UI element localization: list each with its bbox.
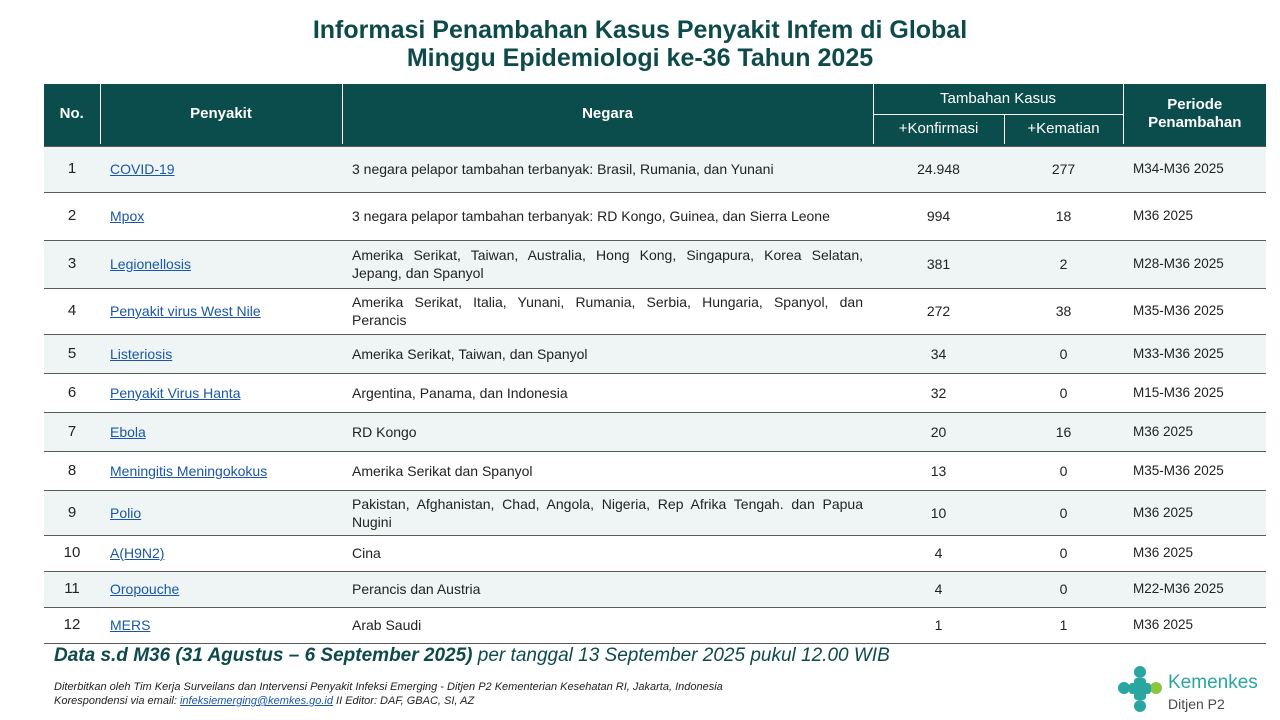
- footer-editor: II Editor: DAF, GBAC, SI, AZ: [332, 695, 475, 707]
- row-penyakit: [100, 240, 342, 288]
- header-negara: Negara: [342, 84, 873, 144]
- row-periode: M34-M36 2025: [1123, 146, 1266, 192]
- disease-link[interactable]: Penyakit Virus Hanta: [110, 384, 241, 401]
- row-konfirmasi: 32: [873, 373, 1004, 412]
- header-kematian: +Kematian: [1004, 114, 1123, 144]
- header-periode: [1123, 84, 1266, 144]
- disease-link[interactable]: Ebola: [110, 423, 146, 440]
- row-konfirmasi: 1: [873, 607, 1004, 643]
- row-periode: M36 2025: [1123, 192, 1266, 240]
- row-konfirmasi: 4: [873, 571, 1004, 607]
- row-negara: 3 negara pelapor tambahan terbanyak: Brasil, Rumania, dan Yunani: [342, 146, 873, 192]
- row-periode: M36 2025: [1123, 607, 1266, 643]
- table-row: [44, 571, 1266, 607]
- row-kematian: 16: [1004, 412, 1123, 451]
- row-negara: Argentina, Panama, dan Indonesia: [342, 373, 873, 412]
- kemenkes-logo-icon: [1116, 664, 1164, 714]
- footer-publisher: Diterbitkan oleh Tim Kerja Surveilans dan Intervensi Penyakit Infeksi Emerging - Ditjen P2 Kementerian Kesehatan RI, Jakarta, Indonesia: [54, 681, 723, 693]
- table-row: [44, 192, 1266, 240]
- row-no: 12: [44, 607, 100, 643]
- footer: [54, 680, 723, 708]
- row-periode: M33-M36 2025: [1123, 334, 1266, 373]
- row-periode: M36 2025: [1123, 490, 1266, 535]
- row-penyakit: [100, 334, 342, 373]
- row-negara: Arab Saudi: [342, 607, 873, 643]
- header-periode-line-1: Periode: [1167, 96, 1223, 113]
- table-row: [44, 451, 1266, 490]
- table-body: [44, 146, 1266, 643]
- row-konfirmasi: 20: [873, 412, 1004, 451]
- row-no: 7: [44, 412, 100, 451]
- header-konfirmasi: +Konfirmasi: [873, 114, 1004, 144]
- disease-table: [44, 84, 1266, 644]
- row-konfirmasi: 34: [873, 334, 1004, 373]
- disease-link[interactable]: Penyakit virus West Nile: [110, 303, 261, 319]
- row-kematian: 0: [1004, 334, 1123, 373]
- row-no: 11: [44, 571, 100, 607]
- row-kematian: 2: [1004, 240, 1123, 288]
- row-kematian: 0: [1004, 571, 1123, 607]
- row-konfirmasi: 381: [873, 240, 1004, 288]
- header-penyakit: Penyakit: [100, 84, 342, 144]
- disease-link[interactable]: Polio: [110, 504, 142, 521]
- header-periode-line-2: Penambahan: [1148, 114, 1242, 131]
- table-row: [44, 412, 1266, 451]
- row-kematian: 277: [1004, 146, 1123, 192]
- row-periode: M35-M36 2025: [1123, 288, 1266, 334]
- row-penyakit: [100, 490, 342, 535]
- disease-link[interactable]: Listeriosis: [110, 345, 173, 362]
- row-konfirmasi: 994: [873, 192, 1004, 240]
- table-row: [44, 373, 1266, 412]
- row-penyakit: [100, 146, 342, 192]
- title-line-2: Minggu Epidemiologi ke-36 Tahun 2025: [406, 44, 874, 72]
- table-row: [44, 146, 1266, 192]
- disease-link[interactable]: Oropouche: [110, 581, 180, 597]
- row-negara: 3 negara pelapor tambahan terbanyak: RD Kongo, Guinea, dan Sierra Leone: [342, 192, 873, 240]
- row-negara: Cina: [342, 535, 873, 571]
- row-negara: Amerika Serikat, Taiwan, dan Spanyol: [342, 334, 873, 373]
- row-periode: M36 2025: [1123, 412, 1266, 451]
- table-row: [44, 288, 1266, 334]
- row-penyakit: [100, 535, 342, 571]
- disease-link[interactable]: MERS: [110, 617, 151, 633]
- table-row: [44, 240, 1266, 288]
- disease-link[interactable]: COVID-19: [110, 161, 175, 177]
- data-period-rest: per tanggal 13 September 2025 pukul 12.00 WIB: [472, 645, 890, 666]
- row-penyakit: [100, 288, 342, 334]
- footer-correspondence: [54, 694, 723, 708]
- table-row: [44, 607, 1266, 643]
- logo-subtitle: Ditjen P2: [1168, 696, 1225, 712]
- row-periode: M28-M36 2025: [1123, 240, 1266, 288]
- row-negara: Amerika Serikat dan Spanyol: [342, 451, 873, 490]
- row-no: 2: [44, 192, 100, 240]
- title-line-1: Informasi Penambahan Kasus Penyakit Infem di Global: [312, 16, 968, 44]
- disease-link[interactable]: Legionellosis: [110, 256, 191, 272]
- row-konfirmasi: 272: [873, 288, 1004, 334]
- row-kematian: 0: [1004, 535, 1123, 571]
- row-kematian: 0: [1004, 373, 1123, 412]
- data-period-note: [54, 645, 890, 667]
- disease-link[interactable]: Mpox: [110, 208, 145, 224]
- row-konfirmasi: 13: [873, 451, 1004, 490]
- row-penyakit: [100, 451, 342, 490]
- row-no: 6: [44, 373, 100, 412]
- row-penyakit: [100, 571, 342, 607]
- logo-name: Kemenkes: [1168, 672, 1258, 693]
- row-no: 3: [44, 240, 100, 288]
- kemenkes-logo: [1116, 664, 1276, 714]
- row-no: 5: [44, 334, 100, 373]
- row-konfirmasi: 24.948: [873, 146, 1004, 192]
- row-no: 10: [44, 535, 100, 571]
- row-kematian: 18: [1004, 192, 1123, 240]
- row-periode: M35-M36 2025: [1123, 451, 1266, 490]
- row-negara: Perancis dan Austria: [342, 571, 873, 607]
- row-negara: Amerika Serikat, Taiwan, Australia, Hong Kong, Singapura, Korea Selatan, Jepang, dan Spanyol: [342, 240, 873, 288]
- row-periode: M15-M36 2025: [1123, 373, 1266, 412]
- row-no: 8: [44, 451, 100, 490]
- footer-email-link[interactable]: infeksiemerging@kemkes.go.id: [179, 695, 333, 707]
- disease-link[interactable]: Meningitis Meningokokus: [110, 462, 268, 479]
- row-negara: Pakistan, Afghanistan, Chad, Angola, Nigeria, Rep Afrika Tengah. dan Papua Nugini: [342, 490, 873, 535]
- row-periode: M22-M36 2025: [1123, 571, 1266, 607]
- row-penyakit: [100, 607, 342, 643]
- disease-link[interactable]: A(H9N2): [110, 545, 165, 561]
- row-kematian: 0: [1004, 490, 1123, 535]
- data-period-bold: Data s.d M36 (31 Agustus – 6 September 2025): [54, 645, 473, 666]
- row-konfirmasi: 10: [873, 490, 1004, 535]
- row-penyakit: [100, 412, 342, 451]
- row-no: 9: [44, 490, 100, 535]
- row-no: 1: [44, 146, 100, 192]
- row-kematian: 0: [1004, 451, 1123, 490]
- row-negara: RD Kongo: [342, 412, 873, 451]
- row-no: 4: [44, 288, 100, 334]
- row-kematian: 1: [1004, 607, 1123, 643]
- row-kematian: 38: [1004, 288, 1123, 334]
- page-title: [0, 16, 1280, 72]
- row-konfirmasi: 4: [873, 535, 1004, 571]
- header-no: No.: [44, 84, 100, 144]
- footer-email-prefix: Korespondensi via email:: [54, 695, 180, 707]
- row-penyakit: [100, 373, 342, 412]
- table-row: [44, 334, 1266, 373]
- row-penyakit: [100, 192, 342, 240]
- row-negara: Amerika Serikat, Italia, Yunani, Rumania, Serbia, Hungaria, Spanyol, dan Perancis: [342, 288, 873, 334]
- table-row: [44, 490, 1266, 535]
- table-row: [44, 535, 1266, 571]
- row-periode: M36 2025: [1123, 535, 1266, 571]
- header-tambahan-kasus: Tambahan Kasus: [873, 84, 1123, 114]
